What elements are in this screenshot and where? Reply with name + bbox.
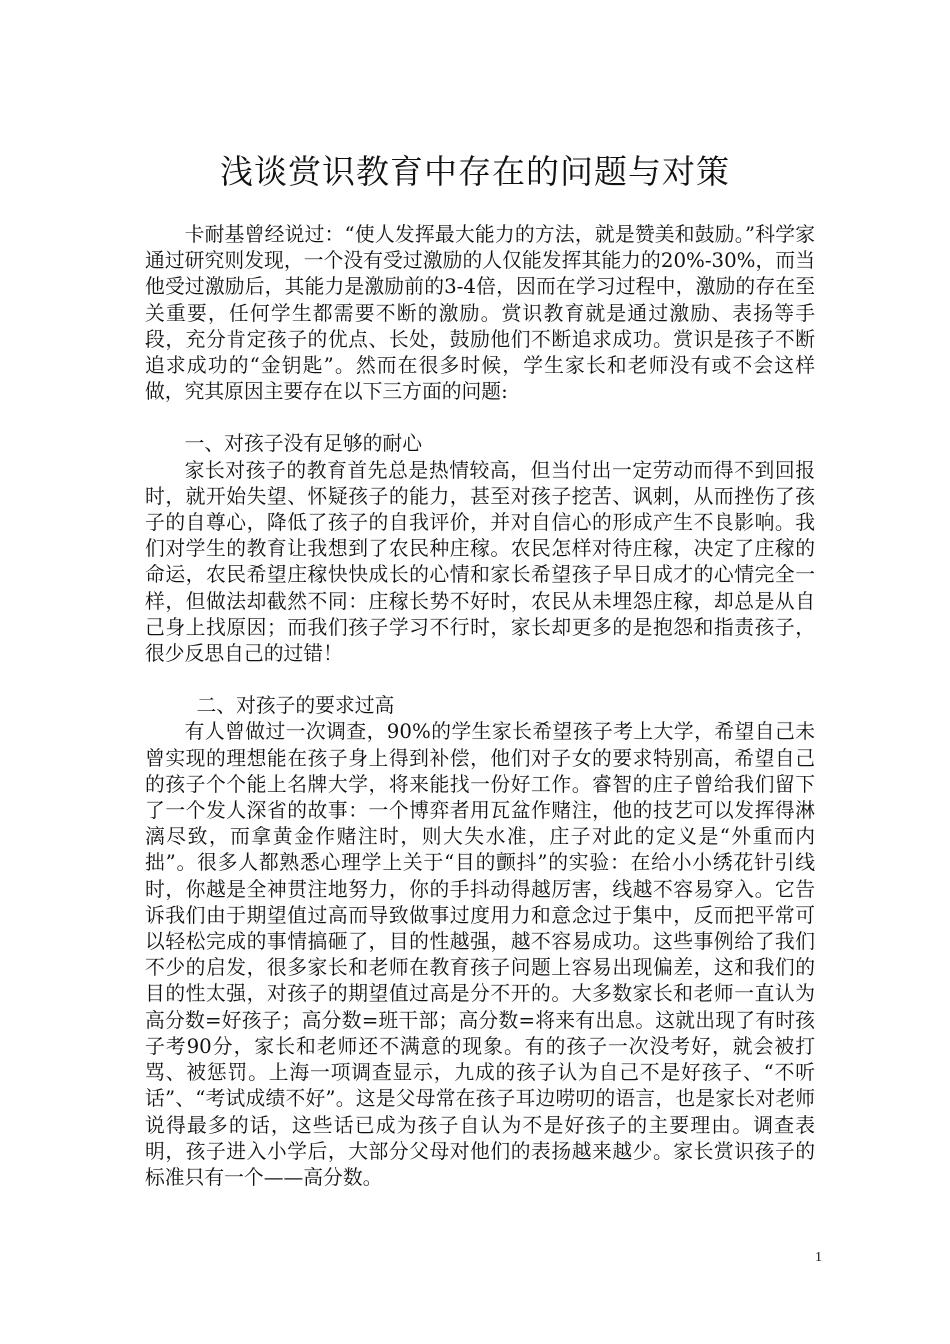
- section-1-paragraph: 家长对孩子的教育首先总是热情较高，但当付出一定劳动而得不到回报时，就开始失望、怀疑孩子的能力，甚至对孩子挖苦、讽刺，从而挫伤了孩子的自尊心，降低了孩子的自我评价，并对自信心的形成产生不良影响。我们对学生的教育让我想到了农民种庄稼。农民怎样对待庄稼，决定了庄稼的命运，农民希望庄稼快快成长的心情和家长希望孩子早日成才的心情完全一样，但做法却截然不同：庄稼长势不好时，农民从未埋怨庄稼，却总是从自己身上找原因；而我们孩子学习不行时，家长却更多的是抱怨和指责孩子，很少反思自己的过错！: [145, 458, 815, 666]
- section-2-heading: 二、对孩子的要求过高: [196, 694, 395, 718]
- document-body: [145, 222, 815, 1191]
- paragraph-spacer: [145, 667, 815, 693]
- section-1-heading: 一、对孩子没有足够的耐心: [184, 432, 422, 456]
- page-number: 1: [815, 1250, 822, 1265]
- paragraph-spacer: [145, 405, 815, 431]
- section-2-paragraph: 有人曾做过一次调查，90%的学生家长希望孩子考上大学，希望自己未曾实现的理想能在孩子身上得到补偿，他们对子女的要求特别高，希望自己的孩子个个能上名牌大学，将来能找一份好工作。睿智的庄子曾给我们留下了一个发人深省的故事：一个博弈者用瓦盆作赌注，他的技艺可以发挥得淋漓尽致，而拿黄金作赌注时，则大失水准，庄子对此的定义是“外重而内拙”。很多人都熟悉心理学上关于“目的颤抖”的实验：在给小小绣花针引线时，你越是全神贯注地努力，你的手抖动得越厉害，线越不容易穿入。它告诉我们由于期望值过高而导致做事过度用力和意念过于集中，反而把平常可以轻松完成的事情搞砸了，目的性越强，越不容易成功。这些事例给了我们不少的启发，很多家长和老师在教育孩子问题上容易出现偏差，这和我们的目的性太强，对孩子的期望值过高是分不开的。大多数家长和老师一直认为高分数=好孩子；高分数=班干部；高分数=将来有出息。这就出现了有时孩子考90分，家长和老师还不满意的现象。有的孩子一次没考好，就会被打骂、被惩罚。上海一项调查显示，九成的孩子认为自己不是好孩子、“不听话”、“考试成绩不好”。这是父母常在孩子耳边唠叨的语言，也是家长对老师说得最多的话，这些话已成为孩子自认为不是好孩子的主要理由。调查表明，孩子进入小学后，大部分父母对他们的表扬越来越少。家长赏识孩子的标准只有一个——高分数。: [145, 720, 815, 1189]
- intro-paragraph: 卡耐基曾经说过：“使人发挥最大能力的方法，就是赞美和鼓励。”科学家通过研究则发现，一个没有受过激励的人仅能发挥其能力的20%-30%，而当他受过激励后，其能力是激励前的3-4倍，因而在学习过程中，激励的存在至关重要，任何学生都需要不断的激励。赏识教育就是通过激励、表扬等手段，充分肯定孩子的优点、长处，鼓励他们不断追求成功。赏识是孩子不断追求成功的“金钥匙”。然而在很多时候，学生家长和老师没有或不会这样做，究其原因主要存在以下三方面的问题:: [145, 223, 815, 404]
- document-title: 浅谈赏识教育中存在的问题与对策: [220, 152, 730, 191]
